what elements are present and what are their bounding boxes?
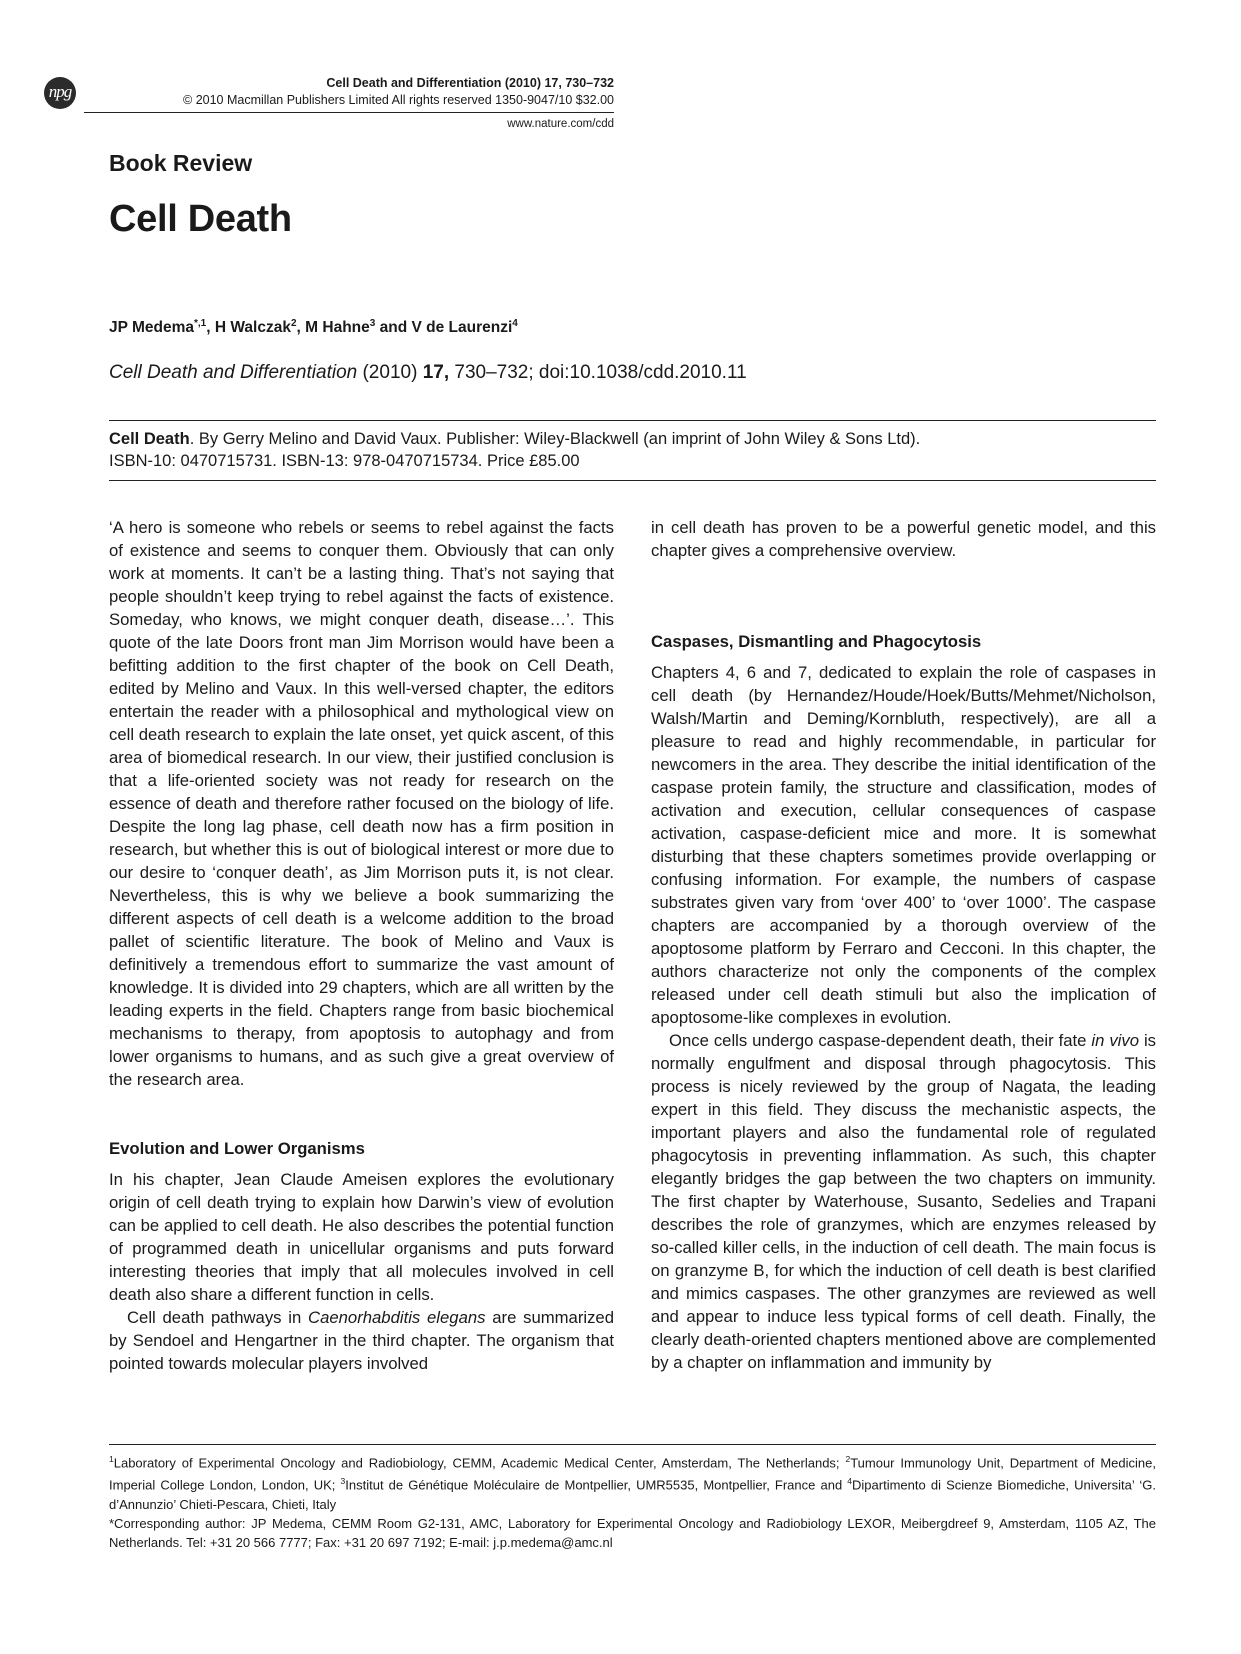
book-info-rule-top: [109, 420, 1156, 421]
footnote-rule: [109, 1444, 1156, 1445]
left-column: [109, 516, 614, 1375]
article-title: Cell Death: [109, 198, 292, 240]
citation: [109, 362, 747, 384]
npg-logo: npg: [44, 77, 76, 109]
journal-line: Cell Death and Differentiation (2010) 17, 730–732: [326, 76, 614, 90]
body-paragraph: Chapters 4, 6 and 7, dedicated to explain the role of caspases in cell death (by Hernandez/Houde/Hoek/Butts/Mehmet/Nicholson, Walsh/Martin and Deming/Kornbluth, respectively), are all a pleasure to read and highly recommendable, in particular for newcomers in the area. They describe the initial identification of the caspase protein family, the structure and classification, modes of activation and execution, cellular consequences of caspase activation, caspase-deficient mice and more. It is somewhat disturbing that these chapters sometimes provide overlapping or confusing information. For example, the numbers of caspase substrates given vary from ‘over 400’ to ‘over 1000’. The caspase chapters are accompanied by a thorough overview of the apoptosome platform by Ferraro and Cecconi. In this chapter, the authors characterize not only the components of the complex released under cell death stimuli but also the implication of apoptosome-like complexes in evolution.: [651, 663, 1156, 1027]
citation-pages-doi: 730–732; doi:10.1038/cdd.2010.11: [449, 362, 747, 383]
author-affiliation-marker: 3: [369, 318, 376, 329]
author-name: H Walczak: [214, 319, 291, 337]
author-list: [109, 318, 518, 337]
website-link[interactable]: www.nature.com/cdd: [507, 118, 614, 130]
author-separator: ,: [296, 319, 306, 337]
citation-year: (2010): [357, 362, 423, 383]
body-paragraph: in cell death has proven to be a powerful genetic model, and this chapter gives a comprehensive overview.: [651, 518, 1156, 560]
section-heading-caspases: Caspases, Dismantling and Phagocytosis: [651, 632, 982, 651]
text-run: Cell death pathways in: [127, 1308, 309, 1327]
header-rule: [84, 112, 614, 113]
affiliation-text: Institut de Génétique Moléculaire de Montpellier, UMR5535, Montpellier, France and: [345, 1477, 848, 1493]
body-paragraph: [651, 1029, 1156, 1374]
author-name: M Hahne: [305, 319, 370, 337]
affiliation-text: Tumour Immunology Unit, Department of Medicine, Imperial College London, London, UK;: [109, 1455, 1156, 1493]
right-column: [651, 516, 1156, 1374]
footnotes: [109, 1450, 1156, 1552]
affiliations: [109, 1450, 1156, 1514]
body-paragraph: [109, 1306, 614, 1375]
citation-volume: 17,: [422, 362, 450, 383]
section-label: Book Review: [109, 150, 253, 176]
author-affiliation-marker: *,1: [194, 318, 207, 329]
book-isbn-price: ISBN-10: 0470715731. ISBN-13: 978-0470715734. Price £85.00: [109, 452, 580, 470]
author-separator: and: [375, 319, 412, 337]
affiliation-text: Laboratory of Experimental Oncology and Radiobiology, CEMM, Academic Medical Center, Amsterdam, The Netherlands;: [113, 1455, 846, 1471]
author-name: JP Medema: [109, 319, 195, 337]
affiliation-marker: 1: [109, 1454, 114, 1464]
book-title: Cell Death: [109, 430, 190, 448]
body-paragraph: ‘A hero is someone who rebels or seems to rebel against the facts of existence and seems to conquer them. Obviously that can only work at moments. It can’t be a lasting thing. That’s not saying that people shouldn’t keep trying to rebel against the facts of existence. Someday, who knows, we might conquer death, disease…’. This quote of the late Doors front man Jim Morrison would have been a befitting addition to the first chapter of the book on Cell Death, edited by Melino and Vaux. In this well-versed chapter, the editors entertain the reader with a philosophical and mythological view on cell death research to explain the late onset, yet quick ascent, of this area of biomedical research. In our view, their justified conclusion is that a life-oriented society was not ready for research on the essence of death and therefore rather focused on the biology of life. Despite the long lag phase, cell death now has a firm position in research, but whether this is out of biological interest or more due to our desire to ‘conquer death’, as Jim Morrison puts it, is not clear. Nevertheless, this is why we believe a book summarizing the different aspects of cell death is a welcome addition to the broad pallet of scientific literature. The book of Melino and Vaux is definitively a tremendous effort to summarize the vast amount of knowledge. It is divided into 29 chapters, which are all written by the leading experts in the field. Chapters range from basic biochemical mechanisms to therapy, from apoptosis to autophagy and from lower organisms to humans, and as such give a great overview of the research area.: [109, 518, 614, 1089]
affiliation-text: Dipartimento di Scienze Biomediche, Universita’ ‘G. d’Annunzio’ Chieti-Pescara, Chieti, Italy: [109, 1477, 1156, 1512]
author-affiliation-marker: 4: [512, 318, 518, 329]
italic-term: in vivo: [1091, 1031, 1139, 1050]
section-heading-evolution: Evolution and Lower Organisms: [109, 1139, 365, 1158]
running-header: [84, 75, 614, 109]
species-name: Caenorhabditis elegans: [308, 1308, 486, 1327]
author-affiliation-marker: 2: [290, 318, 297, 329]
text-run: is normally engulfment and disposal through phagocytosis. This process is nicely reviewed by the group of Nagata, the leading expert in this field. They discuss the mechanistic aspects, the important players and also the fundamental role of regulated phagocytosis in preventing inflammation. As such, this chapter elegantly bridges the gap between the two chapters on immunity. The first chapter by Waterhouse, Susanto, Sedelies and Trapani describes the role of granzymes, which are enzymes released by so-called killer cells, in the induction of cell death. The main focus is on granzyme B, for which the induction of cell death is best clarified and mimics caspases. The other granzymes are reviewed as well and appear to induce less typical forms of cell death. Finally, the clearly death-oriented chapters mentioned above are complemented by a chapter on inflammation and immunity by: [651, 1031, 1156, 1372]
author-name: V de Laurenzi: [411, 319, 513, 337]
corresponding-author: *Corresponding author: JP Medema, CEMM Room G2-131, AMC, Laboratory for Experimental Oncology and Radiobiology LEXOR, Meibergdreef 9, Amsterdam, 1105 AZ, The Netherlands. Tel: +31 20 566 7777; Fax: +31 20 697 7192; E-mail: j.p.medema@amc.nl: [109, 1515, 1156, 1550]
book-info-rule-bottom: [109, 480, 1156, 481]
copyright-line: © 2010 Macmillan Publishers Limited All rights reserved 1350-9047/10 $32.00: [183, 93, 614, 107]
affiliation-marker: 2: [845, 1454, 851, 1464]
text-run: Once cells undergo caspase-dependent death, their fate: [669, 1031, 1092, 1050]
book-details: . By Gerry Melino and David Vaux. Publisher: Wiley-Blackwell (an imprint of John Wiley & Sons Ltd).: [189, 430, 921, 448]
author-separator: ,: [206, 319, 215, 337]
citation-journal: Cell Death and Differentiation: [109, 362, 358, 383]
body-paragraph: In his chapter, Jean Claude Ameisen explores the evolutionary origin of cell death trying to explain how Darwin’s view of evolution can be applied to cell death. He also describes the potential function of programmed death in unicellular organisms and puts forward interesting theories that imply that all molecules involved in cell death also share a different function in cells.: [109, 1170, 614, 1304]
affiliation-marker: 3: [340, 1476, 346, 1487]
book-info: [109, 428, 1156, 472]
text-run: are summarized by Sendoel and Hengartner in the third chapter. The organism that pointed towards molecular players involved: [109, 1308, 614, 1373]
affiliation-marker: 4: [847, 1476, 853, 1487]
